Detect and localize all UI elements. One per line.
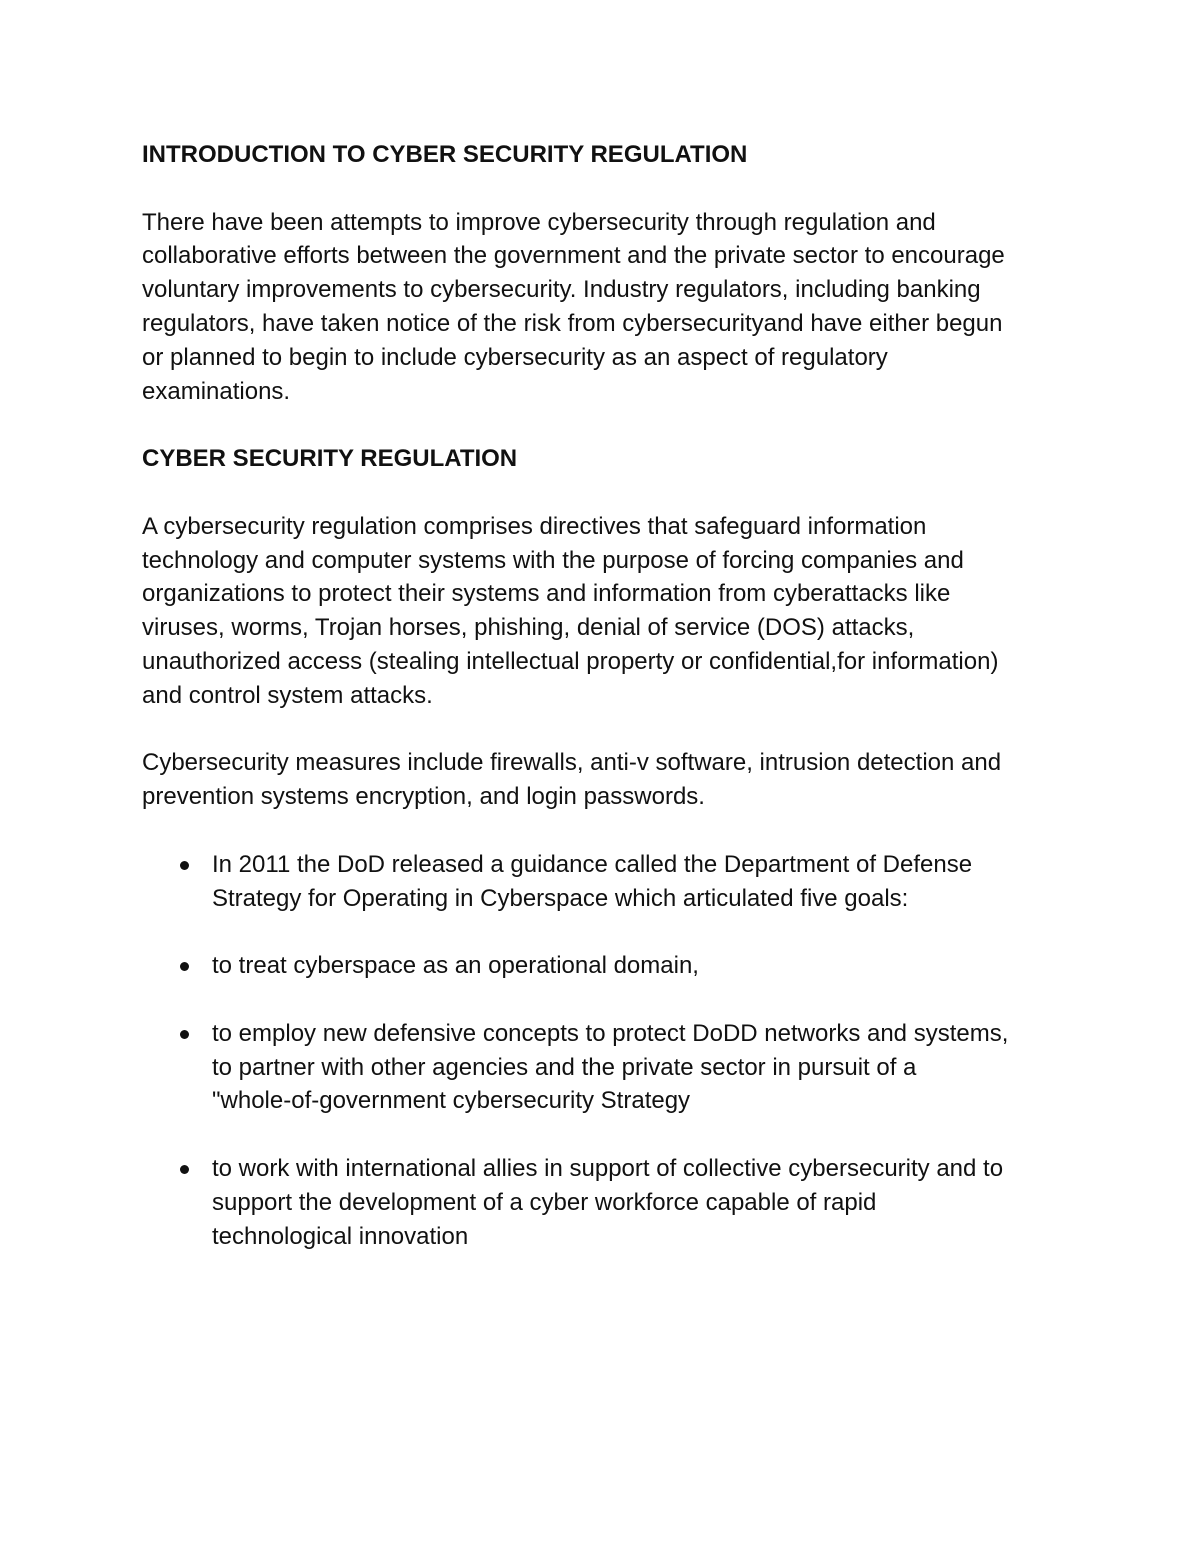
regulation-line: organizations to protect their systems and information from cyberattacks like bbox=[142, 580, 951, 608]
intro-line: voluntary improvements to cybersecurity. Industry regulators, including banking bbox=[142, 276, 981, 304]
list-item-line: support the development of a cyber workforce capable of rapid bbox=[212, 1188, 877, 1216]
intro-line: There have been attempts to improve cybersecurity through regulation and bbox=[142, 208, 936, 236]
document-page bbox=[142, 138, 1072, 1253]
regulation-line: unauthorized access (stealing intellectual property or confidential,for information) bbox=[142, 647, 999, 675]
spacer bbox=[142, 476, 1072, 510]
spacer bbox=[142, 172, 1072, 206]
goals-list bbox=[142, 848, 1072, 1254]
list-item-line: In 2011 the DoD released a guidance called the Department of Defense bbox=[212, 850, 973, 878]
regulation-heading: CYBER SECURITY REGULATION bbox=[142, 445, 518, 473]
list-item bbox=[142, 949, 1072, 983]
measures-line: prevention systems encryption, and login passwords. bbox=[142, 783, 705, 811]
spacer bbox=[142, 1118, 1072, 1152]
intro-paragraph bbox=[142, 206, 1072, 409]
list-item-line: to partner with other agencies and the private sector in pursuit of a bbox=[212, 1053, 917, 1081]
measures-line: Cybersecurity measures include firewalls, anti-v software, intrusion detection and bbox=[142, 749, 1002, 777]
list-item-line: Strategy for Operating in Cyberspace which articulated five goals: bbox=[212, 884, 909, 912]
list-item bbox=[142, 848, 1072, 916]
intro-line: regulators, have taken notice of the risk from cybersecurityand have either begun bbox=[142, 309, 1003, 337]
intro-line: examinations. bbox=[142, 377, 291, 405]
spacer bbox=[142, 408, 1072, 442]
regulation-line: viruses, worms, Trojan horses, phishing, denial of service (DOS) attacks, bbox=[142, 614, 915, 642]
list-item bbox=[142, 1017, 1072, 1118]
regulation-line: technology and computer systems with the purpose of forcing companies and bbox=[142, 546, 964, 574]
spacer bbox=[142, 915, 1072, 949]
list-item-line: to work with international allies in support of collective cybersecurity and to bbox=[212, 1154, 1004, 1182]
bullet-icon bbox=[180, 861, 189, 870]
list-item-line: "whole-of-government cybersecurity Strategy bbox=[212, 1087, 691, 1115]
bullet-icon bbox=[180, 962, 189, 971]
intro-line: collaborative efforts between the government and the private sector to encourage bbox=[142, 242, 1005, 270]
spacer bbox=[142, 983, 1072, 1017]
spacer bbox=[142, 713, 1072, 747]
list-item-line: to treat cyberspace as an operational domain, bbox=[212, 952, 699, 980]
list-item bbox=[142, 1152, 1072, 1253]
list-item-line: technological innovation bbox=[212, 1222, 469, 1250]
intro-heading: INTRODUCTION TO CYBER SECURITY REGULATION bbox=[142, 141, 748, 168]
spacer bbox=[142, 814, 1072, 848]
bullet-icon bbox=[180, 1165, 189, 1174]
list-item-line: to employ new defensive concepts to protect DoDD networks and systems, bbox=[212, 1019, 1009, 1047]
regulation-line: and control system attacks. bbox=[142, 681, 433, 709]
regulation-line: A cybersecurity regulation comprises directives that safeguard information bbox=[142, 512, 927, 540]
intro-line: or planned to begin to include cybersecurity as an aspect of regulatory bbox=[142, 343, 888, 371]
measures-paragraph bbox=[142, 746, 1072, 814]
bullet-icon bbox=[180, 1030, 189, 1039]
regulation-paragraph bbox=[142, 510, 1072, 713]
